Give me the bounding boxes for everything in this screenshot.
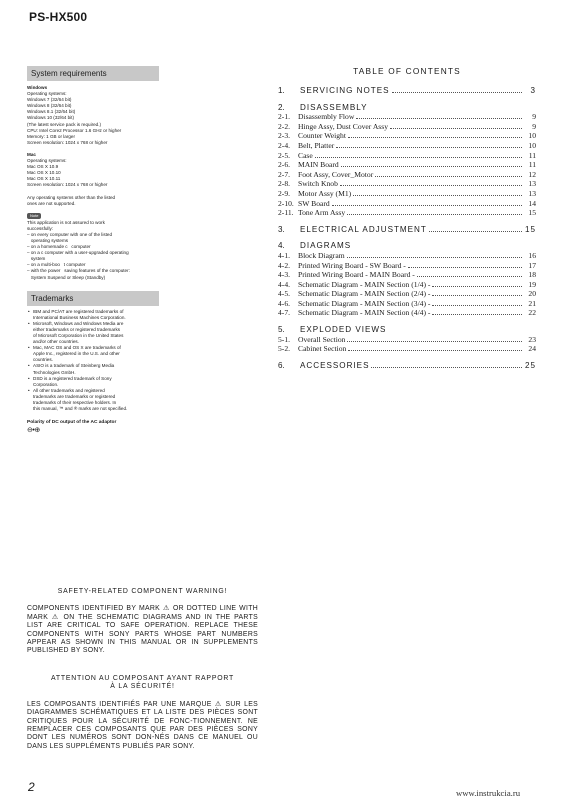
trademarks-list bbox=[27, 309, 159, 413]
toc-section-title: ELECTRICAL ADJUSTMENT bbox=[300, 224, 427, 234]
page-number: 2 bbox=[28, 780, 35, 794]
toc-entry-number: 2-5. bbox=[278, 150, 291, 160]
toc-section bbox=[278, 325, 536, 354]
toc-section-number: 6. bbox=[278, 360, 285, 370]
system-requirements-body bbox=[27, 85, 159, 281]
toc-entry[interactable] bbox=[278, 251, 536, 261]
toc-page-number: 10 bbox=[528, 140, 536, 150]
toc-entry-title: Case bbox=[298, 150, 313, 160]
toc-entry-number: 2-6. bbox=[278, 160, 291, 170]
toc-entry-title: Foot Assy, Cover_Motor bbox=[298, 169, 374, 179]
toc-section-heading[interactable] bbox=[278, 361, 536, 371]
toc-page-number: 23 bbox=[528, 334, 536, 344]
toc-entry-number: 4-5. bbox=[278, 289, 291, 299]
windows-requirement-line: CPU: Intel Core2 Processor 1.6 GHz or higher bbox=[27, 127, 122, 133]
toc-entry-title: Schematic Diagram - MAIN Section (2/4) - bbox=[298, 289, 431, 299]
windows-requirement-line: Windows 8 (32/64 bit) bbox=[27, 103, 72, 109]
toc-section-heading[interactable] bbox=[278, 325, 536, 335]
toc-entry[interactable] bbox=[278, 151, 536, 161]
toc-entry-title: Schematic Diagram - MAIN Section (1/4) - bbox=[298, 279, 431, 289]
toc-page-number: 24 bbox=[528, 344, 536, 354]
table-of-contents bbox=[278, 66, 536, 377]
toc-section-number: 2. bbox=[278, 102, 285, 112]
toc-page-number: 9 bbox=[532, 112, 536, 122]
toc-page-number: 10 bbox=[528, 131, 536, 141]
trademark-line: • DSD is a registered trademark of Sony bbox=[33, 375, 112, 381]
trademark-line: trademarks are trademarks or registered bbox=[33, 393, 116, 399]
toc-entry-title: Hinge Assy, Dust Cover Assy bbox=[298, 121, 389, 131]
toc-section bbox=[278, 241, 536, 318]
toc-entry-number: 2-9. bbox=[278, 188, 291, 198]
toc-entry-title: MAIN Board bbox=[298, 160, 339, 170]
trademark-line: • Mac, MAC OS and OS X are trademarks of bbox=[33, 345, 121, 351]
toc-section-number: 1. bbox=[278, 86, 285, 95]
toc-leader-dots bbox=[332, 205, 522, 206]
toc-leader-dots bbox=[315, 157, 522, 158]
trademark-line: Technologies GmbH. bbox=[33, 369, 76, 375]
mac-requirement-line: Mac OS X 10.11 bbox=[27, 176, 61, 182]
toc-entry-title: Belt, Platter bbox=[298, 140, 335, 150]
toc-leader-dots bbox=[336, 147, 522, 148]
toc-page-number: 16 bbox=[528, 250, 536, 260]
toc-leader-dots bbox=[340, 185, 522, 186]
toc-sections bbox=[278, 86, 536, 370]
toc-entry-title: Cabinet Section bbox=[298, 344, 347, 354]
trademark-item bbox=[27, 388, 159, 412]
toc-entry[interactable] bbox=[278, 141, 536, 151]
toc-entry[interactable] bbox=[278, 160, 536, 170]
windows-requirements bbox=[27, 91, 159, 146]
toc-entry-number: 2-10. bbox=[278, 198, 294, 208]
trademark-line: International Business Machines Corporation. bbox=[33, 314, 126, 320]
toc-leader-dots bbox=[408, 267, 522, 268]
toc-entry-title: Block Diagram bbox=[298, 250, 345, 260]
toc-section bbox=[278, 225, 536, 235]
toc-page-number: 18 bbox=[528, 270, 536, 280]
unsupported-os-line: ones are not supported. bbox=[27, 200, 76, 206]
toc-entry-number: 2-7. bbox=[278, 169, 291, 179]
toc-leader-dots bbox=[417, 276, 522, 277]
toc-entry-number: 2-2. bbox=[278, 121, 291, 131]
toc-page-number: 3 bbox=[530, 86, 536, 95]
toc-entry-number: 2-4. bbox=[278, 140, 291, 150]
toc-section-heading[interactable] bbox=[278, 241, 536, 251]
toc-entry-title: Schematic Diagram - MAIN Section (4/4) - bbox=[298, 308, 431, 318]
trademark-item bbox=[27, 321, 159, 345]
toc-entry-number: 2-3. bbox=[278, 131, 291, 141]
windows-requirement-line: Windows 7 (32/64 bit) bbox=[27, 97, 72, 103]
toc-title: TABLE OF CONTENTS bbox=[353, 66, 461, 76]
mac-requirement-line: Operating systems: bbox=[27, 158, 67, 164]
toc-page-number: 17 bbox=[528, 260, 536, 270]
toc-entry-number: 5-2. bbox=[278, 344, 291, 354]
system-requirements-header: System requirements bbox=[27, 66, 159, 81]
toc-page-number: 20 bbox=[528, 289, 536, 299]
toc-section-title: DISASSEMBLY bbox=[300, 102, 368, 112]
toc-entry[interactable] bbox=[278, 270, 536, 280]
unsupported-os-note bbox=[27, 195, 159, 207]
toc-section-heading[interactable] bbox=[278, 225, 536, 235]
note-line: system bbox=[27, 256, 46, 262]
safety-warning-en-title: SAFETY-RELATED COMPONENT WARNING! bbox=[57, 588, 228, 595]
toc-entry-title: Printed Wiring Board - SW Board - bbox=[298, 260, 406, 270]
safety-warning-en-body: COMPONENTS IDENTIFIED BY MARK ⚠ OR DOTTED LINE WITH MARK ⚠ ON THE SCHEMATIC DIAGRAMS AND IN THE PARTS LIST ARE CRITICAL TO SAFE OPERATION. REPLACE THESE COMPONENTS WITH SONY PARTS WHOSE PART NUMBERS APPEAR AS SHOWN IN THIS MANUAL OR IN SUPPLEMENTS PUBLISHED BY SONY. bbox=[27, 605, 258, 655]
toc-entry-title: Counter Weight bbox=[298, 131, 346, 141]
toc-leader-dots bbox=[390, 128, 522, 129]
toc-leader-dots bbox=[432, 305, 522, 306]
toc-entry-number: 4-2. bbox=[278, 260, 291, 270]
toc-entry-number: 2-1. bbox=[278, 112, 291, 122]
toc-leader-dots bbox=[429, 231, 522, 232]
toc-leader-dots bbox=[353, 195, 522, 196]
note-line: System Suspend or Sleep (Standby) bbox=[27, 274, 106, 280]
trademark-line: and/or other countries. bbox=[33, 339, 79, 345]
mac-requirement-line: Screen resolution: 1024 x 768 or higher bbox=[27, 182, 108, 188]
trademark-item bbox=[27, 363, 159, 375]
toc-entry-number: 4-3. bbox=[278, 270, 291, 280]
toc-entry[interactable] bbox=[278, 261, 536, 271]
windows-heading: Windows bbox=[27, 85, 48, 90]
windows-requirement-line: Memory: 1 GB or larger bbox=[27, 133, 75, 139]
trademark-line: • Microsoft, Windows and Windows Media are bbox=[33, 320, 124, 326]
unsupported-os-line: Any operating systems other than the listed bbox=[27, 194, 116, 200]
note-line: successfully: bbox=[27, 225, 54, 231]
trademark-line: • ASIO is a trademark of Steinberg Media bbox=[33, 363, 115, 369]
toc-section bbox=[278, 361, 536, 371]
toc-page-number: 19 bbox=[528, 279, 536, 289]
toc-page-number: 15 bbox=[528, 208, 536, 218]
toc-section-heading[interactable] bbox=[278, 86, 536, 96]
trademark-line: countries. bbox=[33, 357, 53, 363]
toc-section-number: 4. bbox=[278, 241, 285, 251]
toc-section-number: 3. bbox=[278, 224, 285, 234]
toc-entry[interactable] bbox=[278, 189, 536, 199]
toc-leader-dots bbox=[347, 341, 522, 342]
polarity-symbol-icon: ⊖•⊕ bbox=[27, 427, 40, 435]
toc-entry-number: 2-8. bbox=[278, 179, 291, 189]
toc-leader-dots bbox=[341, 166, 522, 167]
toc-page-number: 15 bbox=[524, 224, 536, 234]
toc-entry[interactable] bbox=[278, 112, 536, 122]
toc-entry[interactable] bbox=[278, 308, 536, 318]
compatibility-note bbox=[27, 220, 159, 281]
windows-requirement-line: Screen resolution: 1024 x 768 or higher bbox=[27, 139, 108, 145]
toc-leader-dots bbox=[432, 314, 522, 315]
toc-entry[interactable] bbox=[278, 131, 536, 141]
toc-leader-dots bbox=[392, 92, 522, 93]
trademark-line: • IBM and PC/AT are registered trademarks of bbox=[33, 308, 124, 314]
toc-entry-number: 5-1. bbox=[278, 334, 291, 344]
toc-page-number: 12 bbox=[528, 169, 536, 179]
toc-leader-dots bbox=[432, 295, 522, 296]
toc-entry[interactable] bbox=[278, 122, 536, 132]
toc-entry-title: Switch Knob bbox=[298, 179, 338, 189]
watermark: www.instrukcia.ru bbox=[456, 788, 521, 798]
toc-entry-title: Tone Arm Assy bbox=[298, 208, 346, 218]
trademark-item bbox=[27, 345, 159, 363]
toc-page-number: 14 bbox=[528, 198, 536, 208]
toc-entry-number: 4-4. bbox=[278, 279, 291, 289]
trademark-item bbox=[27, 309, 159, 321]
toc-page-number: 13 bbox=[528, 179, 536, 189]
toc-entry-number: 2-11. bbox=[278, 208, 294, 218]
mac-heading: Mac bbox=[27, 151, 36, 157]
toc-entry-title: Printed Wiring Board - MAIN Board - bbox=[298, 270, 415, 280]
toc-page-number: 11 bbox=[528, 150, 536, 160]
toc-section-title: SERVICING NOTES bbox=[300, 86, 390, 95]
model-name: PS-HX500 bbox=[29, 10, 88, 24]
toc-leader-dots bbox=[375, 176, 522, 177]
toc-entry[interactable] bbox=[278, 199, 536, 209]
trademark-line: trademarks of their respective holders. In bbox=[33, 400, 117, 406]
toc-entry-title: Overall Section bbox=[298, 334, 346, 344]
trademark-line: either trademarks or registered trademarks bbox=[33, 326, 121, 332]
polarity-label: Polarity of DC output of the AC adaptor bbox=[27, 420, 117, 426]
safety-warning-fr-body: LES COMPOSANTS IDENTIFIÉS PAR UNE MARQUE ⚠ SUR LES DIAGRAMMES SCHÉMATIQUES ET LA LISTE DES PIÈCES SONT CRITIQUES POUR LA SÉCURITÉ DE FONC-TIONNEMENT. NE REMPLACER CES COMPOSANTS QUE PAR DES PIÈCES SONY DONT LES NUMÉROS SONT DON-NÉS DANS CE MANUEL OU DANS LES SUPPLÉMENTS PUBLIÉS PAR SONY. bbox=[27, 700, 258, 750]
safety-warning-fr-title-2: À LA SÉCURITÉ! bbox=[110, 683, 175, 691]
toc-leader-dots bbox=[371, 367, 522, 368]
toc-leader-dots bbox=[348, 350, 522, 351]
toc-entry[interactable] bbox=[278, 179, 536, 189]
toc-section-heading[interactable] bbox=[278, 103, 536, 113]
toc-entry-title: SW Board bbox=[298, 198, 330, 208]
note-line: – with the power saving features of the computer: bbox=[27, 268, 130, 274]
trademark-item bbox=[27, 376, 159, 388]
trademark-line: this manual, ™ and ® marks are not specified. bbox=[33, 406, 128, 412]
toc-section bbox=[278, 103, 536, 218]
toc-leader-dots bbox=[432, 286, 522, 287]
toc-entry[interactable] bbox=[278, 280, 536, 290]
toc-page-number: 11 bbox=[528, 160, 536, 170]
toc-page-number: 13 bbox=[528, 188, 536, 198]
safety-warning-en bbox=[27, 588, 258, 656]
windows-requirement-line: Windows 8.1 (32/64 bit) bbox=[27, 109, 76, 115]
toc-section-number: 5. bbox=[278, 325, 285, 335]
note-line: operating systems bbox=[27, 237, 69, 243]
mac-requirement-line: Mac OS X 10.9 bbox=[27, 164, 59, 170]
note-badge: Note bbox=[27, 213, 41, 219]
toc-entry-number: 4-7. bbox=[278, 308, 291, 318]
toc-page-number: 25 bbox=[524, 360, 536, 370]
windows-requirement-line: (The latest service pack is required.) bbox=[27, 121, 102, 127]
toc-entry-number: 4-1. bbox=[278, 250, 291, 260]
toc-leader-dots bbox=[347, 257, 522, 258]
toc-entry[interactable] bbox=[278, 170, 536, 180]
windows-requirement-line: Windows 10 (32/64 bit) bbox=[27, 115, 74, 121]
toc-entry-title: Motor Assy (M1) bbox=[298, 188, 352, 198]
note-line: – on a multi-boo t computer bbox=[27, 262, 86, 268]
toc-section-title: DIAGRAMS bbox=[300, 241, 352, 251]
toc-page-number: 21 bbox=[528, 298, 536, 308]
toc-leader-dots bbox=[356, 118, 522, 119]
note-line: – on a c computer with a user-upgraded operating bbox=[27, 250, 129, 256]
toc-leader-dots bbox=[348, 137, 522, 138]
toc-page-number: 9 bbox=[532, 121, 536, 131]
toc-entry[interactable] bbox=[278, 289, 536, 299]
mac-requirements bbox=[27, 158, 159, 188]
toc-page-number: 22 bbox=[528, 308, 536, 318]
mac-requirement-line: Mac OS X 10.10 bbox=[27, 170, 61, 176]
toc-entry[interactable] bbox=[278, 335, 536, 345]
left-column bbox=[27, 66, 159, 434]
safety-warning-fr bbox=[27, 675, 258, 751]
trademark-line: Apple Inc., registered in the U.S. and other bbox=[33, 351, 120, 357]
toc-section-title: ACCESSORIES bbox=[300, 360, 370, 370]
trademark-line: Corporation. bbox=[33, 381, 59, 387]
trademarks-header: Trademarks bbox=[27, 291, 159, 306]
note-line: This application is not assured to work bbox=[27, 219, 105, 225]
toc-entry-number: 4-6. bbox=[278, 298, 291, 308]
safety-warning-fr-title-1: ATTENTION AU COMPOSANT AYANT RAPPORT bbox=[50, 675, 235, 682]
toc-leader-dots bbox=[347, 214, 522, 215]
toc-entry-title: Disassembly Flow bbox=[298, 112, 355, 122]
note-line: – on a homemade c computer bbox=[27, 244, 91, 250]
windows-requirement-line: Operating systems: bbox=[27, 91, 67, 97]
toc-section-title: EXPLODED VIEWS bbox=[300, 325, 387, 335]
note-line: – on every computer with one of the listed bbox=[27, 231, 113, 237]
trademark-line: of Microsoft Corporation in the United States bbox=[33, 333, 124, 338]
toc-entry[interactable] bbox=[278, 208, 536, 218]
trademark-line: • All other trademarks and registered bbox=[33, 387, 105, 393]
toc-entry[interactable] bbox=[278, 344, 536, 354]
toc-section bbox=[278, 86, 536, 96]
toc-entry-title: Schematic Diagram - MAIN Section (3/4) - bbox=[298, 298, 431, 308]
toc-entry[interactable] bbox=[278, 299, 536, 309]
